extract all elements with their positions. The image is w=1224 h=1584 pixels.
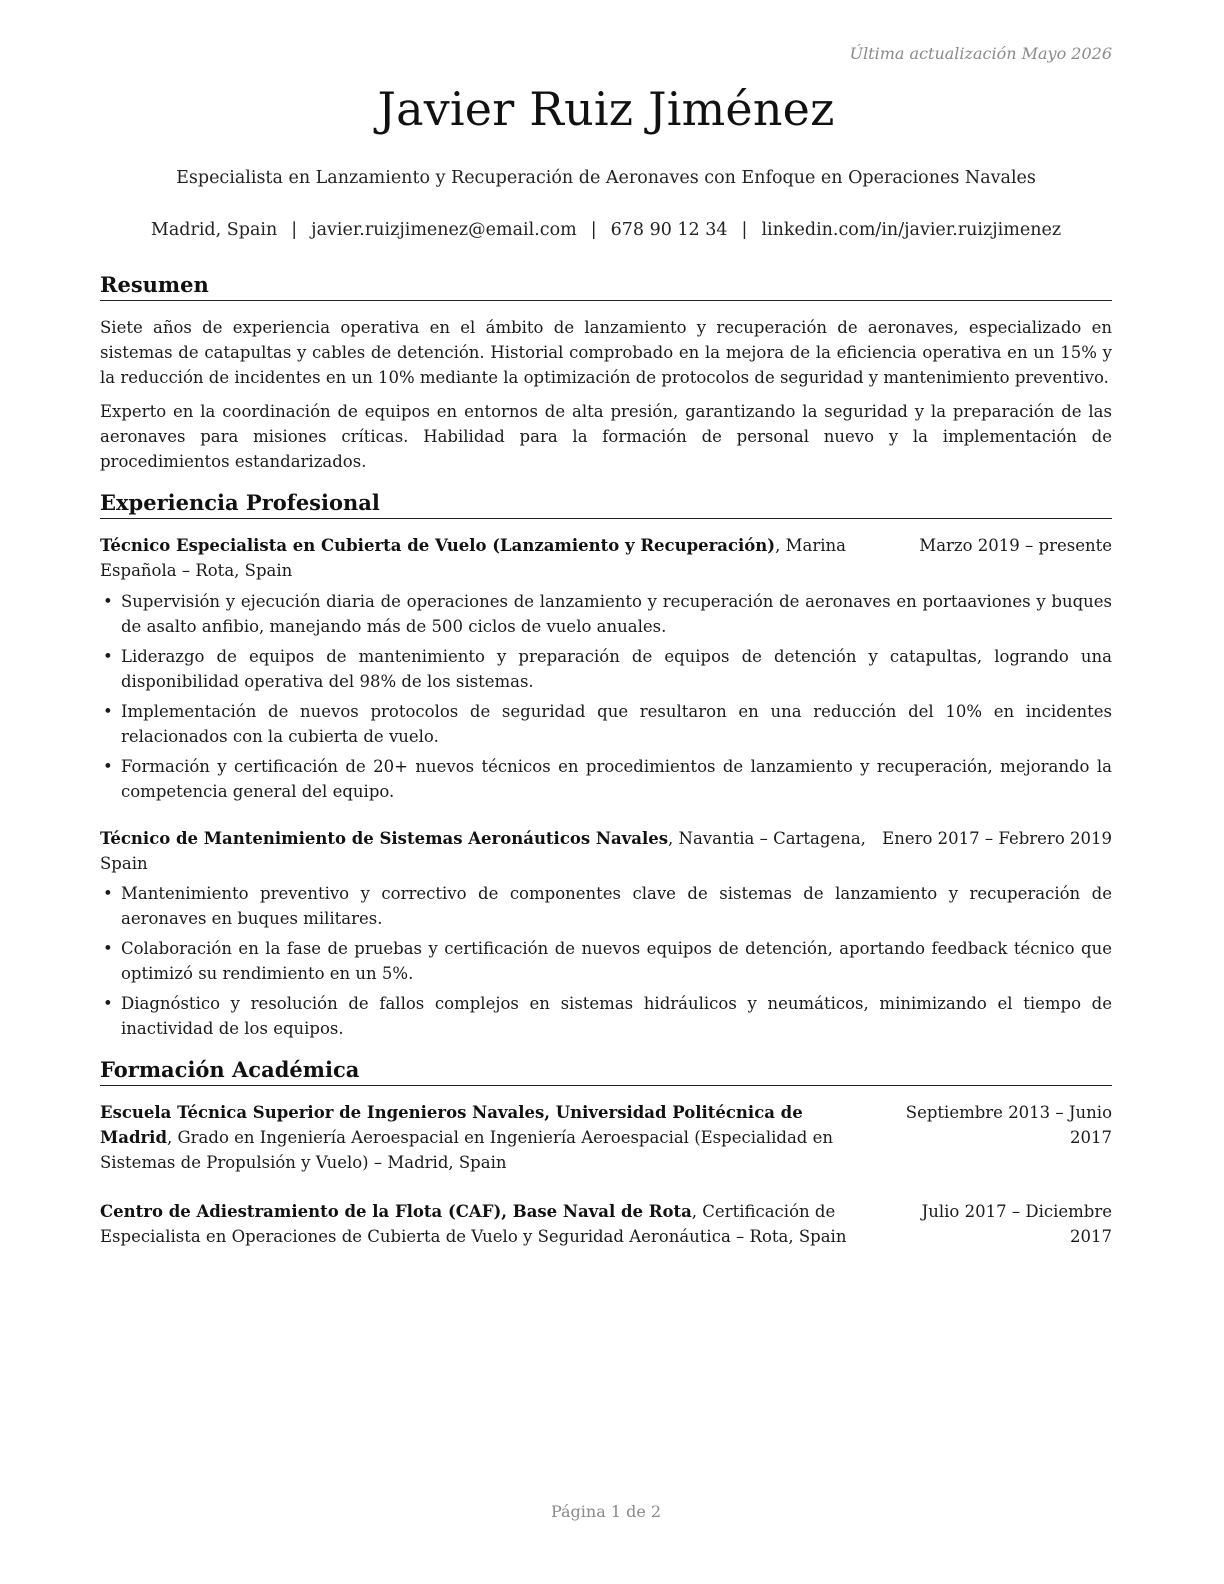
education-dates: Julio 2017 – Diciembre 2017 [921, 1202, 1112, 1246]
bullet-icon: • [103, 592, 113, 611]
education-entry [100, 1199, 1112, 1249]
education-dates: Septiembre 2013 – Junio 2017 [905, 1103, 1112, 1147]
job-role: Técnico de Mantenimiento de Sistemas Aeronáuticos Navales [100, 829, 669, 848]
job-dates: Marzo 2019 – presente [919, 536, 1112, 555]
bullet-icon: • [103, 757, 113, 776]
candidate-name: Javier Ruiz Jiménez [377, 82, 835, 136]
job-header [100, 826, 1112, 876]
list-item: • Mantenimiento preventivo y correctivo de componentes clave de sistemas de lanzamiento y recuperación de aeronaves en buques militares. [100, 881, 1112, 931]
contact-phone: 678 90 12 34 [610, 220, 728, 240]
education-entry [100, 1100, 1112, 1175]
summary-paragraph: Experto en la coordinación de equipos en entornos de alta presión, garantizando la seguridad y la preparación de las aeronaves para misiones críticas. Habilidad para la formación de personal nuevo y la implementación de procedimientos estandarizados. [100, 402, 1112, 471]
job-dates: Enero 2017 – Febrero 2019 [882, 829, 1112, 848]
job-bullets [100, 881, 1112, 1046]
bullet-icon: • [103, 884, 113, 903]
separator: | [291, 220, 298, 240]
separator: | [590, 220, 597, 240]
section-title-education: Formación Académica [100, 1057, 1112, 1086]
bullet-icon: • [103, 702, 113, 721]
list-item: • Formación y certificación de 20+ nuevos técnicos en procedimientos de lanzamiento y recuperación, mejorando la competencia general del equipo. [100, 754, 1112, 804]
list-item: • Diagnóstico y resolución de fallos complejos en sistemas hidráulicos y neumáticos, minimizando el tiempo de inactividad de los equipos. [100, 991, 1112, 1041]
contact-line [100, 220, 1112, 240]
list-item: • Liderazgo de equipos de mantenimiento y preparación de equipos de detención y catapultas, logrando una disponibilidad operativa del 98% de los sistemas. [100, 644, 1112, 694]
separator: | [741, 220, 748, 240]
bullet-icon: • [103, 647, 113, 666]
page-number: Página 1 de 2 [550, 1502, 662, 1521]
education-detail: , Grado en Ingeniería Aeroespacial en Ingeniería Aeroespacial (Especialidad en Sistemas de Propulsión y Vuelo) – Madrid, Spain [100, 1128, 833, 1172]
list-item: • Colaboración en la fase de pruebas y certificación de nuevos equipos de detención, aportando feedback técnico que optimizó su rendimiento en un 5%. [100, 936, 1112, 986]
education-institution: Escuela Técnica Superior de Ingenieros Navales, Universidad Politécnica de Madrid [100, 1103, 803, 1147]
list-item: • Supervisión y ejecución diaria de operaciones de lanzamiento y recuperación de aeronaves en portaaviones y buques de asalto anfibio, manejando más de 500 ciclos de vuelo anuales. [100, 589, 1112, 639]
education-institution: Centro de Adiestramiento de la Flota (CAF), Base Naval de Rota [100, 1202, 692, 1221]
job-org: , Navantia – Cartagena, Spain [100, 829, 866, 873]
last-updated: Última actualización Mayo 2026 [849, 44, 1112, 63]
job-header [100, 533, 1112, 583]
job-org: , Marina Española – Rota, Spain [100, 536, 846, 580]
contact-email[interactable]: javier.ruizjimenez@email.com [311, 220, 577, 240]
list-item: • Implementación de nuevos protocolos de seguridad que resultaron en una reducción del 10% en incidentes relacionados con la cubierta de vuelo. [100, 699, 1112, 749]
job-role: Técnico Especialista en Cubierta de Vuelo (Lanzamiento y Recuperación) [100, 536, 776, 555]
bullet-icon: • [103, 939, 113, 958]
resume-page [100, 0, 1112, 1584]
bullet-icon: • [103, 994, 113, 1013]
job-bullets [100, 589, 1112, 809]
summary-paragraph: Siete años de experiencia operativa en el ámbito de lanzamiento y recuperación de aeronaves, especializado en sistemas de catapultas y cables de detención. Historial comprobado en la mejora de la eficiencia operativa en un 15% y la reducción de incidentes en un 10% mediante la optimización de protocolos de seguridad y mantenimiento preventivo. [100, 318, 1112, 387]
contact-location: Madrid, Spain [150, 220, 278, 240]
section-title-experience: Experiencia Profesional [100, 490, 1112, 519]
headline: Especialista en Lanzamiento y Recuperación de Aeronaves con Enfoque en Operaciones Navales [176, 168, 1036, 188]
education-detail: , Certificación de Especialista en Operaciones de Cubierta de Vuelo y Seguridad Aeronáutica – Rota, Spain [100, 1202, 847, 1246]
contact-linkedin[interactable]: linkedin.com/in/javier.ruizjimenez [761, 220, 1062, 240]
section-title-summary: Resumen [100, 272, 1112, 301]
